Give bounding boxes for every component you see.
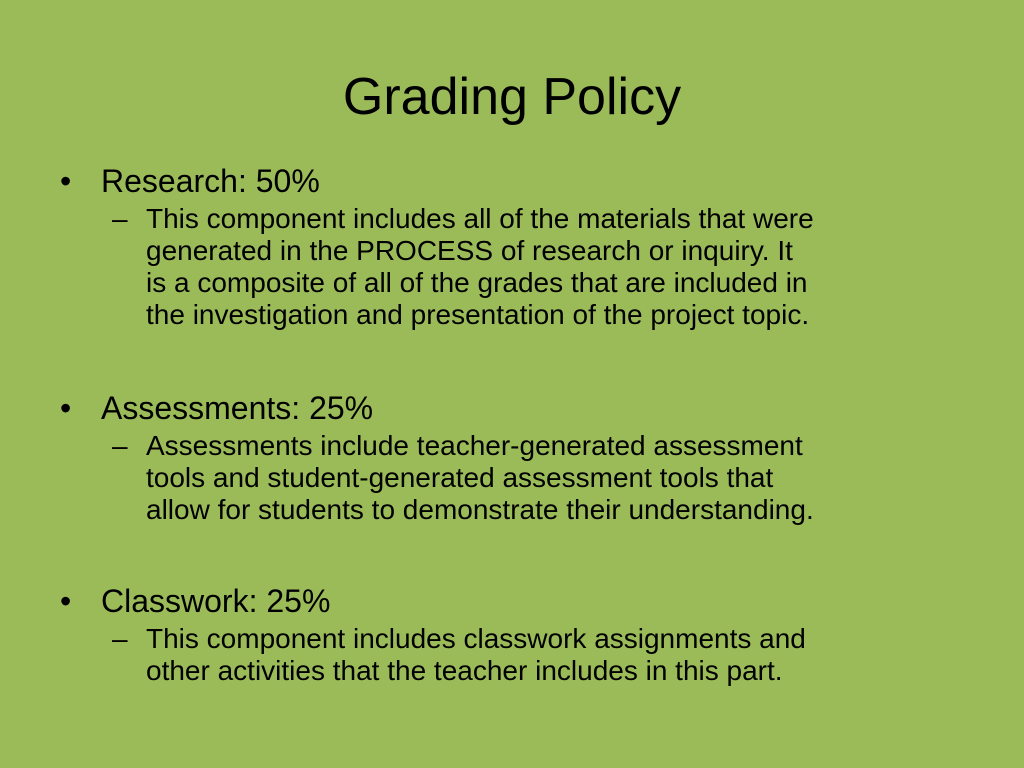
bullet-item-research (60, 162, 980, 331)
bullet-dot-icon: • (60, 583, 72, 619)
dash-icon: – (112, 623, 128, 654)
bullet-heading-text: Classwork: 25% (101, 583, 331, 619)
sub-bullet-line: the investigation and presentation of the project topic. (146, 299, 810, 330)
bullet-heading (60, 389, 980, 427)
slide-title: Grading Policy (342, 68, 682, 126)
bullet-dot-icon: • (60, 390, 72, 426)
bullet-item-classwork (60, 582, 980, 687)
sub-bullet (112, 203, 966, 331)
bullet-dot-icon: • (60, 163, 72, 199)
sub-bullet-line: is a composite of all of the grades that are included in (146, 267, 808, 298)
dash-icon: – (112, 430, 128, 461)
sub-bullet-line: allow for students to demonstrate their understanding. (146, 494, 814, 525)
sub-bullet-line: other activities that the teacher includes in this part. (146, 655, 783, 686)
dash-icon: – (112, 203, 128, 234)
bullet-item-assessments (60, 389, 980, 526)
bullet-heading-text: Assessments: 25% (101, 390, 374, 426)
bullet-heading-text: Research: 50% (101, 163, 320, 199)
sub-bullet-line: generated in the PROCESS of research or inquiry. It (146, 235, 793, 266)
bullet-heading (60, 162, 980, 200)
sub-bullet (112, 623, 966, 687)
bullet-heading (60, 582, 980, 620)
sub-bullet-line: tools and student-generated assessment tools that (146, 462, 774, 493)
sub-bullet-line: Assessments include teacher-generated assessment (146, 430, 803, 461)
sub-bullet (112, 430, 966, 526)
sub-bullet-line: This component includes all of the materials that were (146, 203, 814, 234)
sub-bullet-line: This component includes classwork assignments and (146, 623, 806, 654)
